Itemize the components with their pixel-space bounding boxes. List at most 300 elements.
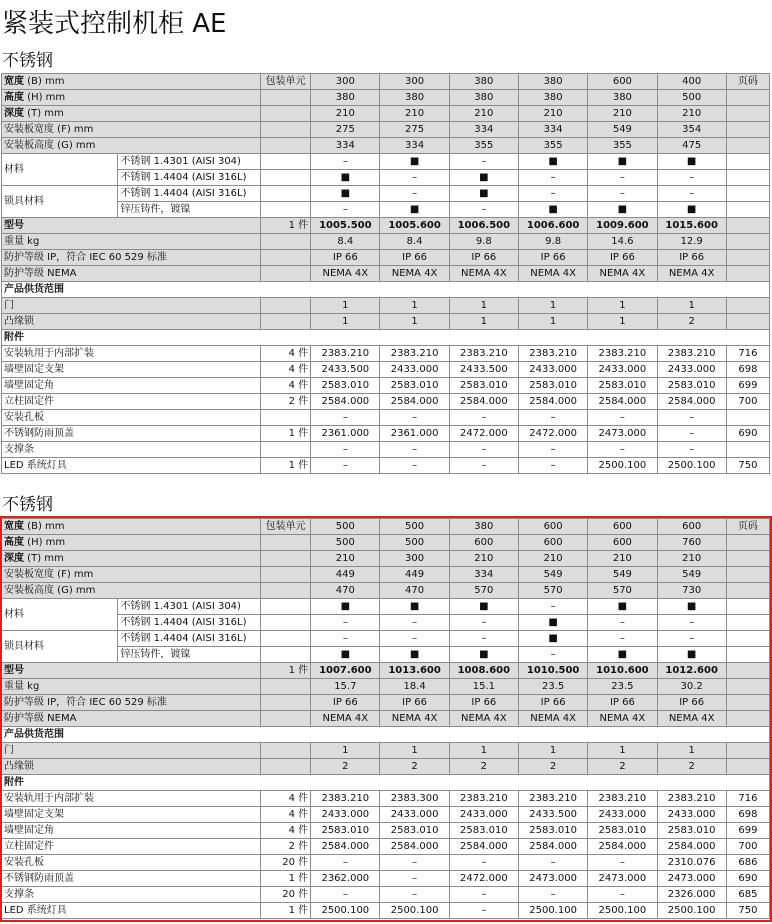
value-cell: 2584.000 — [657, 394, 726, 410]
value-cell: 2583.010 — [380, 378, 449, 394]
value-cell: 1010.600 — [588, 663, 657, 679]
value-cell: 210 — [518, 106, 587, 122]
value-cell: 600 — [588, 74, 657, 90]
value-cell: NEMA 4X — [311, 711, 380, 727]
value-cell: 2500.100 — [588, 458, 657, 474]
value-cell: IP 66 — [380, 250, 449, 266]
page-number: 716 — [726, 791, 769, 807]
value-cell: 1007.600 — [311, 663, 380, 679]
pack-unit: 4 件 — [261, 807, 311, 823]
dim-label: 安装板宽度 (F) mm — [2, 567, 261, 583]
page-number: 699 — [726, 823, 769, 839]
value-cell: – — [588, 186, 657, 202]
scope-row — [2, 743, 770, 759]
value-cell: 2433.500 — [449, 362, 518, 378]
page-header: 页码 — [726, 519, 769, 535]
value-cell: 2 — [311, 759, 380, 775]
value-cell: – — [449, 887, 518, 903]
pack-unit — [261, 442, 311, 458]
value-cell: 1 — [449, 314, 518, 330]
value-cell: 2433.000 — [588, 362, 657, 378]
value-cell: 2433.000 — [657, 807, 726, 823]
value-cell: 2500.100 — [311, 903, 380, 919]
accessory-row — [2, 823, 770, 839]
value-cell: 210 — [657, 106, 726, 122]
value-cell: IP 66 — [588, 250, 657, 266]
value-cell: 210 — [380, 106, 449, 122]
dim-row — [2, 583, 770, 599]
value-cell: 380 — [449, 519, 518, 535]
scope-label: 凸缘锁 — [2, 314, 261, 330]
value-cell: – — [518, 887, 587, 903]
page-title: 紧装式控制机柜 AE — [2, 9, 227, 39]
value-cell: – — [449, 154, 518, 170]
weight-label: 重量 kg — [2, 679, 261, 695]
value-cell: 8.4 — [380, 234, 449, 250]
value-cell: 2500.100 — [380, 903, 449, 919]
value-cell: 2583.010 — [449, 378, 518, 394]
pack-unit — [261, 410, 311, 426]
value-cell: 355 — [588, 138, 657, 154]
value-cell: 380 — [380, 90, 449, 106]
value-cell: IP 66 — [657, 250, 726, 266]
value-cell: 8.4 — [311, 234, 380, 250]
value-cell: NEMA 4X — [657, 266, 726, 282]
dim-label: 宽度 (B) mm — [2, 74, 261, 90]
pack-unit: 4 件 — [261, 378, 311, 394]
value-cell: 2583.010 — [518, 823, 587, 839]
pack-unit-header: 包装单元 — [261, 74, 311, 90]
acc-header-row — [2, 775, 770, 791]
accessory-label: 墙壁固定角 — [2, 823, 261, 839]
model-row — [2, 663, 770, 679]
accessory-label: 墙壁固定支架 — [2, 807, 261, 823]
value-cell: 2584.000 — [588, 839, 657, 855]
value-cell: NEMA 4X — [588, 266, 657, 282]
dim-row — [2, 106, 770, 122]
value-cell: 2 — [588, 759, 657, 775]
dim-row — [2, 551, 770, 567]
value-cell: 275 — [311, 122, 380, 138]
value-cell: 334 — [380, 138, 449, 154]
value-cell: – — [588, 631, 657, 647]
value-cell: 500 — [380, 519, 449, 535]
value-cell: ■ — [380, 599, 449, 615]
lock-material-type: 锌压铸件，镀镍 — [118, 202, 261, 218]
dim-label: 高度 (H) mm — [2, 535, 261, 551]
accessory-row — [2, 394, 770, 410]
page-number: 716 — [726, 346, 769, 362]
value-cell: 2 — [657, 314, 726, 330]
value-cell: 2433.000 — [449, 807, 518, 823]
scope-header-row — [2, 282, 770, 298]
value-cell: 15.7 — [311, 679, 380, 695]
value-cell: ■ — [518, 631, 587, 647]
value-cell: ■ — [449, 647, 518, 663]
value-cell: 300 — [380, 551, 449, 567]
accessory-row — [2, 458, 770, 474]
value-cell: NEMA 4X — [518, 266, 587, 282]
value-cell: 380 — [518, 74, 587, 90]
value-cell: 2583.010 — [588, 378, 657, 394]
value-cell: 400 — [657, 74, 726, 90]
scope-label: 凸缘锁 — [2, 759, 261, 775]
value-cell: ■ — [380, 202, 449, 218]
value-cell: 500 — [657, 90, 726, 106]
value-cell: 2362.000 — [311, 871, 380, 887]
value-cell: – — [449, 442, 518, 458]
scope-label: 门 — [2, 743, 261, 759]
page-number: 698 — [726, 807, 769, 823]
spec-table-2 — [1, 518, 770, 919]
value-cell: – — [518, 410, 587, 426]
value-cell: 2583.010 — [518, 378, 587, 394]
value-cell: 2583.010 — [588, 823, 657, 839]
value-cell: 2473.000 — [657, 871, 726, 887]
value-cell: ■ — [657, 202, 726, 218]
value-cell: 334 — [311, 138, 380, 154]
accessory-label: 安装孔板 — [2, 410, 261, 426]
acc-header: 附件 — [2, 330, 770, 346]
nema-label: 防护等级 NEMA — [2, 711, 261, 727]
nema-label: 防护等级 NEMA — [2, 266, 261, 282]
value-cell: – — [657, 426, 726, 442]
nema-row — [2, 711, 770, 727]
accessory-row — [2, 346, 770, 362]
value-cell: – — [311, 631, 380, 647]
value-cell: 2383.210 — [518, 346, 587, 362]
value-cell: ■ — [449, 599, 518, 615]
section-2-title: 不锈钢 — [2, 495, 53, 515]
value-cell: NEMA 4X — [449, 711, 518, 727]
value-cell: 2383.210 — [657, 346, 726, 362]
value-cell: – — [311, 202, 380, 218]
value-cell: 210 — [588, 551, 657, 567]
value-cell: – — [657, 186, 726, 202]
value-cell: 210 — [449, 551, 518, 567]
value-cell: 210 — [657, 551, 726, 567]
value-cell: 334 — [449, 567, 518, 583]
value-cell: – — [311, 410, 380, 426]
accessory-label: 安装轨用于内部扩装 — [2, 346, 261, 362]
value-cell: 449 — [380, 567, 449, 583]
material-type: 不锈钢 1.4301 (AISI 304) — [118, 154, 261, 170]
value-cell: 2584.000 — [588, 394, 657, 410]
value-cell: – — [449, 458, 518, 474]
pack-unit: 1 件 — [261, 871, 311, 887]
value-cell: 210 — [311, 106, 380, 122]
value-cell: – — [588, 170, 657, 186]
value-cell: 23.5 — [588, 679, 657, 695]
value-cell: 500 — [380, 535, 449, 551]
accessory-row — [2, 903, 770, 919]
value-cell: 2326.000 — [657, 887, 726, 903]
value-cell: 210 — [449, 106, 518, 122]
value-cell: IP 66 — [311, 695, 380, 711]
value-cell: 2584.000 — [449, 394, 518, 410]
value-cell: – — [380, 410, 449, 426]
value-cell: ■ — [518, 154, 587, 170]
value-cell: 600 — [588, 535, 657, 551]
value-cell: 2383.210 — [518, 791, 587, 807]
accessory-row — [2, 426, 770, 442]
value-cell: 2433.000 — [518, 362, 587, 378]
value-cell: 549 — [588, 567, 657, 583]
value-cell: 2584.000 — [380, 839, 449, 855]
value-cell: – — [380, 186, 449, 202]
value-cell: 2 — [657, 759, 726, 775]
value-cell: 2583.010 — [449, 823, 518, 839]
value-cell: 30.2 — [657, 679, 726, 695]
value-cell: 1 — [588, 298, 657, 314]
value-cell: – — [380, 887, 449, 903]
pack-unit: 4 件 — [261, 823, 311, 839]
value-cell: 2433.000 — [380, 807, 449, 823]
value-cell: 600 — [449, 535, 518, 551]
value-cell: 2433.500 — [311, 362, 380, 378]
value-cell: 1006.500 — [449, 218, 518, 234]
value-cell: 380 — [518, 90, 587, 106]
accessory-label: 安装孔板 — [2, 855, 261, 871]
value-cell: – — [449, 615, 518, 631]
value-cell: – — [311, 615, 380, 631]
weight-row — [2, 234, 770, 250]
dim-label: 深度 (T) mm — [2, 106, 261, 122]
value-cell: 380 — [311, 90, 380, 106]
value-cell: 1 — [588, 314, 657, 330]
page-number: 750 — [726, 903, 769, 919]
value-cell: – — [449, 410, 518, 426]
value-cell: 300 — [311, 74, 380, 90]
lock-material-type: 锌压铸件，镀镍 — [118, 647, 261, 663]
value-cell: 9.8 — [449, 234, 518, 250]
accessory-label: 不锈钢防雨顶盖 — [2, 426, 261, 442]
ip-row — [2, 250, 770, 266]
value-cell: IP 66 — [588, 695, 657, 711]
lock-material-label: 锁具材料 — [2, 631, 118, 663]
accessory-label: 墙壁固定支架 — [2, 362, 261, 378]
value-cell: 2383.210 — [588, 346, 657, 362]
dim-row — [2, 138, 770, 154]
pack-unit: 2 件 — [261, 394, 311, 410]
value-cell: ■ — [657, 647, 726, 663]
ip-label: 防护等级 IP，符合 IEC 60 529 标准 — [2, 250, 261, 266]
model-row — [2, 218, 770, 234]
dim-label: 深度 (T) mm — [2, 551, 261, 567]
value-cell: NEMA 4X — [380, 711, 449, 727]
dim-row — [2, 90, 770, 106]
material-row — [2, 599, 770, 615]
value-cell: 18.4 — [380, 679, 449, 695]
value-cell: – — [588, 887, 657, 903]
value-cell: 2473.000 — [588, 871, 657, 887]
value-cell: 1009.600 — [588, 218, 657, 234]
accessory-row — [2, 410, 770, 426]
value-cell: – — [657, 170, 726, 186]
value-cell: 1 — [449, 743, 518, 759]
accessory-label: 不锈钢防雨顶盖 — [2, 871, 261, 887]
accessory-label: LED 系统灯具 — [2, 458, 261, 474]
model-label: 型号 — [2, 663, 261, 679]
value-cell: ■ — [588, 154, 657, 170]
value-cell: ■ — [657, 599, 726, 615]
value-cell: 2 — [449, 759, 518, 775]
value-cell: ■ — [657, 154, 726, 170]
value-cell: 210 — [311, 551, 380, 567]
value-cell: IP 66 — [518, 250, 587, 266]
section-1-title: 不锈钢 — [2, 51, 53, 71]
value-cell: IP 66 — [518, 695, 587, 711]
value-cell: 2583.010 — [311, 378, 380, 394]
accessory-label: LED 系统灯具 — [2, 903, 261, 919]
page-number: 690 — [726, 426, 769, 442]
value-cell: 2433.000 — [311, 807, 380, 823]
value-cell: 1005.500 — [311, 218, 380, 234]
value-cell: – — [518, 647, 587, 663]
value-cell: 600 — [518, 519, 587, 535]
value-cell: 9.8 — [518, 234, 587, 250]
lock-material-label: 锁具材料 — [2, 186, 118, 218]
value-cell: ■ — [449, 186, 518, 202]
lock-material-type: 不锈钢 1.4404 (AISI 316L) — [118, 186, 261, 202]
value-cell: – — [518, 442, 587, 458]
value-cell: 449 — [311, 567, 380, 583]
accessory-row — [2, 362, 770, 378]
value-cell: 2433.000 — [588, 807, 657, 823]
value-cell: 2584.000 — [449, 839, 518, 855]
value-cell: – — [518, 170, 587, 186]
value-cell: IP 66 — [311, 250, 380, 266]
value-cell: 1 — [657, 298, 726, 314]
dim-row — [2, 567, 770, 583]
value-cell: – — [657, 442, 726, 458]
value-cell: 549 — [518, 567, 587, 583]
value-cell: ■ — [588, 202, 657, 218]
value-cell: 2500.100 — [588, 903, 657, 919]
value-cell: 1010.500 — [518, 663, 587, 679]
value-cell: – — [380, 615, 449, 631]
material-type: 不锈钢 1.4301 (AISI 304) — [118, 599, 261, 615]
value-cell: 355 — [518, 138, 587, 154]
value-cell: 730 — [657, 583, 726, 599]
value-cell: 1 — [311, 314, 380, 330]
scope-row — [2, 759, 770, 775]
value-cell: 2361.000 — [311, 426, 380, 442]
value-cell: 2433.000 — [380, 362, 449, 378]
value-cell: 23.5 — [518, 679, 587, 695]
value-cell: 275 — [380, 122, 449, 138]
value-cell: 500 — [311, 535, 380, 551]
value-cell: 2583.010 — [657, 823, 726, 839]
accessory-label: 支撑条 — [2, 442, 261, 458]
value-cell: 1 — [657, 743, 726, 759]
value-cell: – — [380, 855, 449, 871]
value-cell: 760 — [657, 535, 726, 551]
acc-header-row — [2, 330, 770, 346]
weight-label: 重量 kg — [2, 234, 261, 250]
pack-unit: 4 件 — [261, 346, 311, 362]
value-cell: 549 — [588, 122, 657, 138]
dim-row — [2, 74, 770, 90]
lock-material-type: 不锈钢 1.4404 (AISI 316L) — [118, 631, 261, 647]
value-cell: 210 — [518, 551, 587, 567]
value-cell: 2473.000 — [588, 426, 657, 442]
value-cell: ■ — [518, 202, 587, 218]
pack-unit: 1 件 — [261, 458, 311, 474]
page-number: 690 — [726, 871, 769, 887]
page-number — [726, 442, 769, 458]
value-cell: NEMA 4X — [311, 266, 380, 282]
material-label: 材料 — [2, 154, 118, 186]
page-number: 700 — [726, 839, 769, 855]
value-cell: 2500.100 — [657, 903, 726, 919]
value-cell: 2584.000 — [311, 394, 380, 410]
value-cell: 2500.100 — [657, 458, 726, 474]
value-cell: IP 66 — [449, 695, 518, 711]
value-cell: – — [311, 458, 380, 474]
dim-label: 高度 (H) mm — [2, 90, 261, 106]
value-cell: 2473.000 — [518, 871, 587, 887]
value-cell: 1005.600 — [380, 218, 449, 234]
dim-label: 宽度 (B) mm — [2, 519, 261, 535]
value-cell: 1 — [311, 298, 380, 314]
value-cell: 549 — [657, 567, 726, 583]
value-cell: 475 — [657, 138, 726, 154]
page-number: 698 — [726, 362, 769, 378]
scope-label: 门 — [2, 298, 261, 314]
value-cell: – — [518, 855, 587, 871]
pack-unit-header: 包装单元 — [261, 519, 311, 535]
value-cell: – — [518, 186, 587, 202]
value-cell: 380 — [449, 90, 518, 106]
value-cell: IP 66 — [449, 250, 518, 266]
value-cell: – — [380, 631, 449, 647]
value-cell: 1 — [588, 743, 657, 759]
scope-header: 产品供货范围 — [2, 282, 770, 298]
page-number: 700 — [726, 394, 769, 410]
value-cell: 470 — [311, 583, 380, 599]
accessory-label: 支撑条 — [2, 887, 261, 903]
value-cell: ■ — [311, 186, 380, 202]
value-cell: 570 — [449, 583, 518, 599]
value-cell: 354 — [657, 122, 726, 138]
value-cell: 1 — [380, 298, 449, 314]
value-cell: 2472.000 — [449, 426, 518, 442]
value-cell: IP 66 — [380, 695, 449, 711]
pack-unit: 20 件 — [261, 887, 311, 903]
value-cell: 334 — [449, 122, 518, 138]
value-cell: 470 — [380, 583, 449, 599]
value-cell: – — [449, 631, 518, 647]
value-cell: ■ — [380, 154, 449, 170]
value-cell: 1012.600 — [657, 663, 726, 679]
dim-label: 安装板宽度 (F) mm — [2, 122, 261, 138]
material-label: 材料 — [2, 599, 118, 631]
material-type: 不锈钢 1.4404 (AISI 316L) — [118, 615, 261, 631]
value-cell: – — [657, 631, 726, 647]
value-cell: 1008.600 — [449, 663, 518, 679]
value-cell: 14.6 — [588, 234, 657, 250]
value-cell: 2383.210 — [311, 346, 380, 362]
value-cell: 2472.000 — [518, 426, 587, 442]
dim-label: 安装板高度 (G) mm — [2, 583, 261, 599]
value-cell: 2584.000 — [518, 839, 587, 855]
value-cell: 355 — [449, 138, 518, 154]
pack-unit: 4 件 — [261, 362, 311, 378]
pack-unit: 2 件 — [261, 839, 311, 855]
ip-row — [2, 695, 770, 711]
scope-row — [2, 298, 770, 314]
